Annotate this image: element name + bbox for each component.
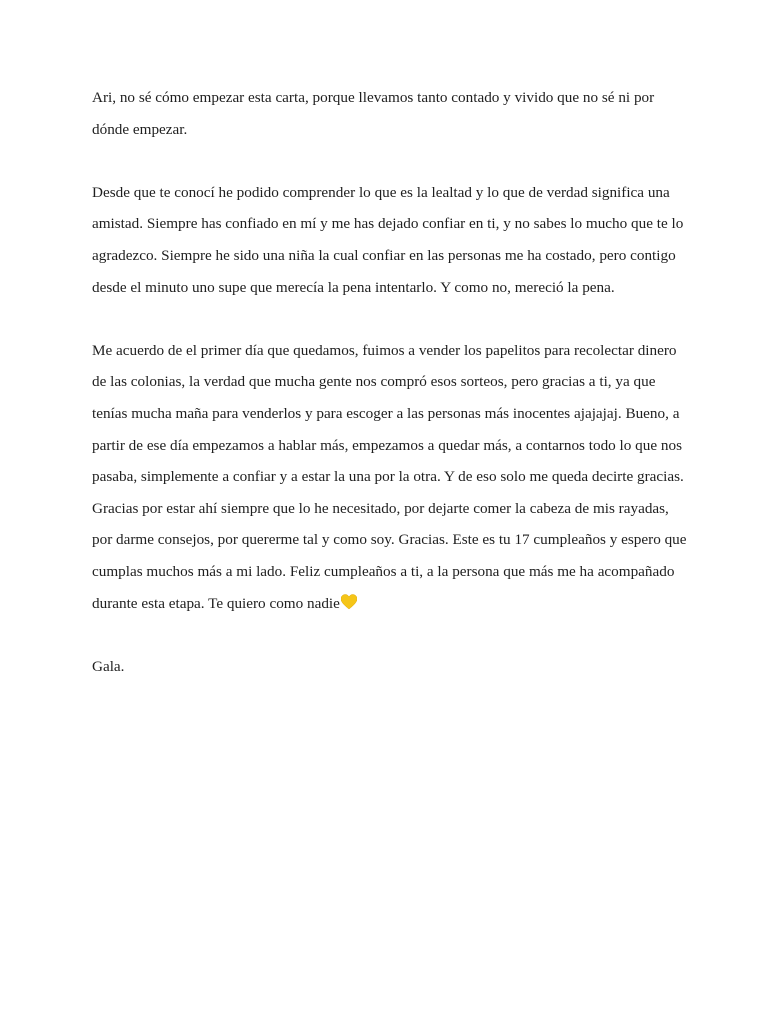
- letter-signature: Gala.: [92, 657, 125, 675]
- yellow-heart-icon: [341, 594, 357, 610]
- letter-paragraph-1: Ari, no sé cómo empezar esta carta, porque llevamos tanto contado y vivido que no sé ni por dónde empezar.: [92, 89, 655, 138]
- letter-paragraph-2: Desde que te conocí he podido comprender lo que es la lealtad y lo que de verdad significa una amistad. Siempre has confiado en mí y me has dejado confiar en ti, y no sabes lo mucho que te lo agradezco. Siempre he sido una niña la cual confiar en las personas me ha costado, pero contigo desde el minuto uno supe que merecía la pena intentarlo. Y como no, mereció la pena.: [92, 183, 684, 296]
- letter-paragraph-3-text: Me acuerdo de el primer día que quedamos, fuimos a vender los papelitos para recolectar dinero de las colonias, la verdad que mucha gente nos compró esos sorteos, pero gracias a ti, ya que tenías mucha maña para venderlos y para escoger a las personas más inocentes ajajajaj. Bueno, a partir de ese día empezamos a hablar más, empezamos a quedar más, a contarnos todo lo que nos pasaba, simplemente a confiar y a estar la una por la otra. Y de eso solo me queda decirte gracias. Gracias por estar ahí siempre que lo he necesitado, por dejarte comer la cabeza de mis rayadas, por darme consejos, por quererme tal y como soy. Gracias. Este es tu 17 cumpleaños y espero que cumplas muchos más a mi lado. Feliz cumpleaños a ti, a la persona que más me ha acompañado durante esta etapa. Te quiero como nadie: [92, 341, 687, 612]
- letter-paragraph-3: [92, 335, 692, 619]
- letter-page: [92, 82, 692, 714]
